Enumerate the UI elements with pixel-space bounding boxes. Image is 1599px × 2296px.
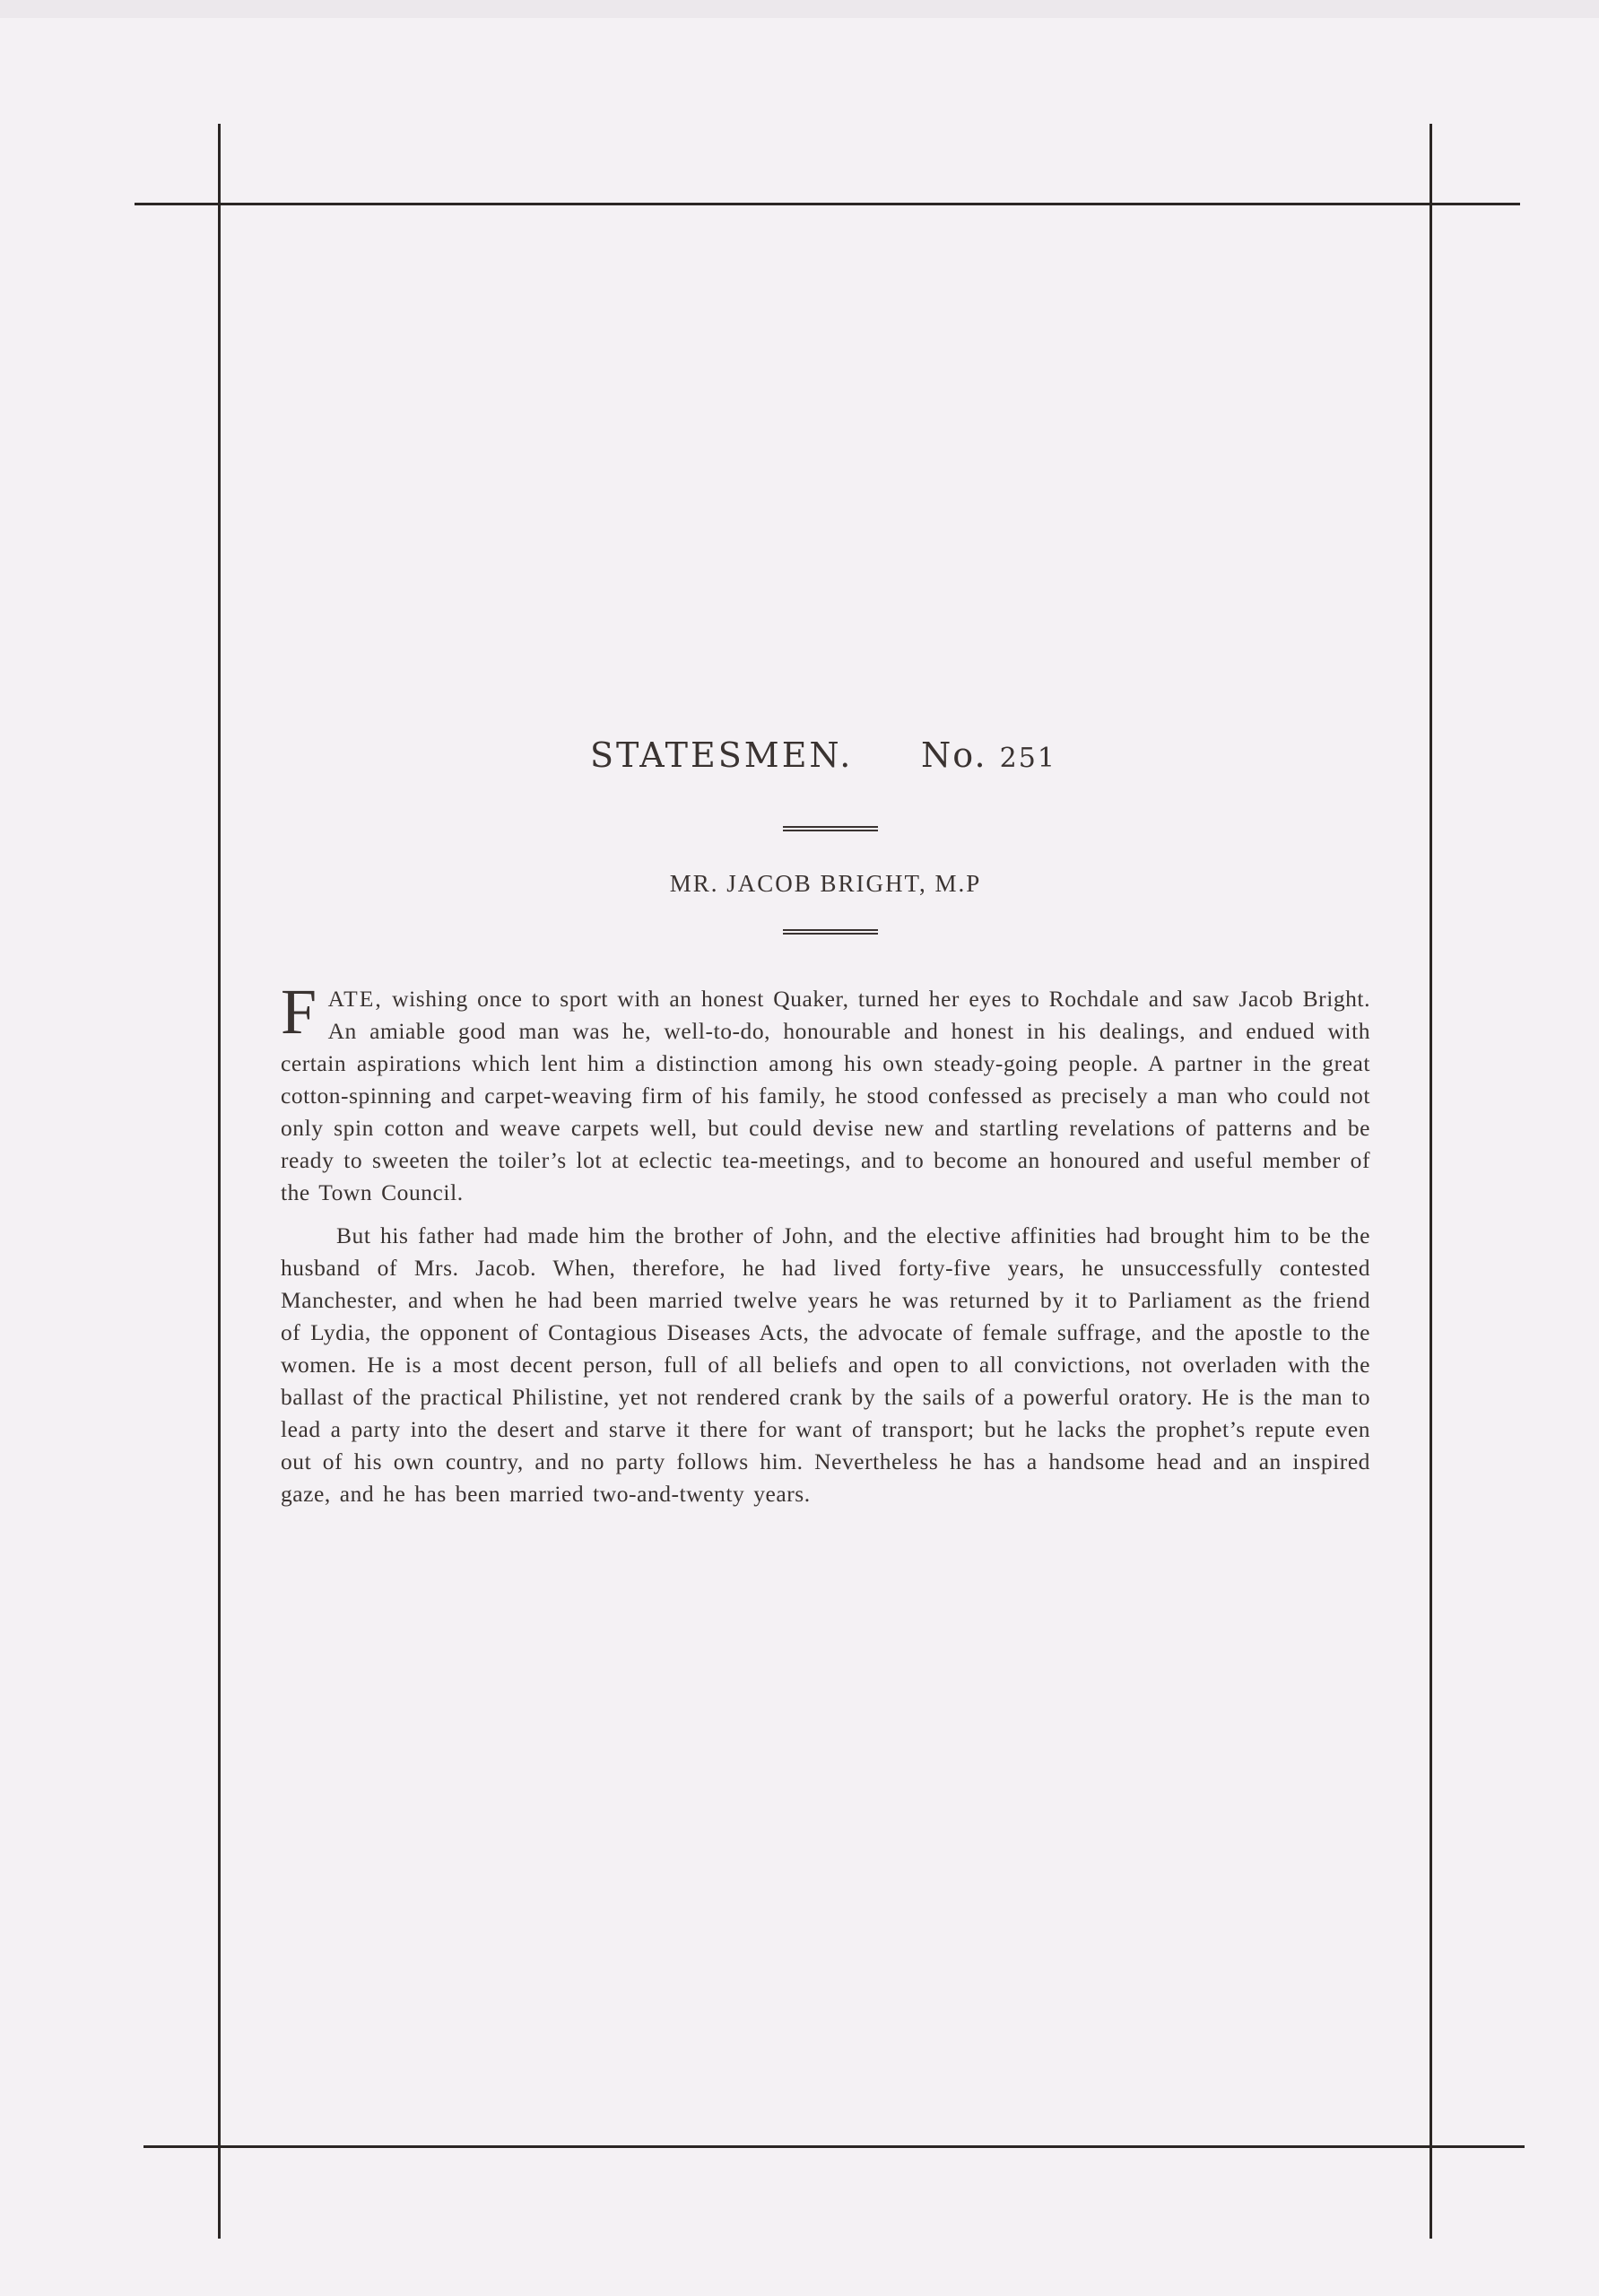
article (281, 735, 1370, 1507)
heading-double-rule-bottom (783, 929, 878, 935)
frame-left-rule (218, 124, 221, 2239)
issue-number-value: 251 (999, 743, 1056, 774)
paragraph-1 (281, 976, 1370, 1209)
issue-number-prefix: No. (921, 735, 987, 775)
issue-number (921, 735, 1056, 775)
article-subject: MR. JACOB BRIGHT, M.P (669, 870, 982, 897)
first-word-rest: ATE, (327, 986, 383, 1012)
page-sheet (0, 18, 1599, 2296)
paragraph-1-text: wishing once to sport with an honest Quaker, turned her eyes to Rochdale and saw Jacob Bright. An amiable good man was he, well-to-do, honourable and honest in his dealings, and endued with certain aspirations which lent him a distinction among his own steady-going people. A partner in the great cotton-spinning and carpet-weaving firm of his family, he stood confessed as precisely a man who could not only spin cotton and weave carpets well, but could devise new and startling revelations of patterns and be ready to sweeten the toiler’s lot at eclectic tea-meetings, and to become an honoured and useful member of the Town Council. (281, 986, 1370, 1205)
heading-double-rule-top (783, 826, 878, 831)
frame-top-rule (135, 203, 1520, 205)
paragraph-2: But his father had made him the brother of John, and the elective affinities had brought him to be the husband of Mrs. Jacob. When, therefore, he had lived forty-five years, he unsuccessfully contested Manchester, and when he had been married twelve years he was returned by it to Parliament as the friend of Lydia, the opponent of Contagious Diseases Acts, the advocate of female suffrage, and the apostle to the women. He is a most decent person, full of all beliefs and open to all convictions, not overladen with the ballast of the practical Philistine, yet not rendered crank by the sails of a powerful oratory. He is the man to lead a party into the desert and starve it there for want of transport; but he lacks the prophet’s repute even out of his own country, and no party follows him. Nevertheless he has a handsome head and an inspired gaze, and he has been married two-and-twenty years. (281, 1222, 1370, 1507)
series-title: STATESMEN. (590, 735, 854, 775)
frame-right-rule (1430, 124, 1432, 2239)
drop-cap: F (281, 976, 317, 1048)
article-heading (281, 735, 1370, 789)
article-body (281, 976, 1370, 1510)
frame-bottom-rule (143, 2145, 1525, 2148)
